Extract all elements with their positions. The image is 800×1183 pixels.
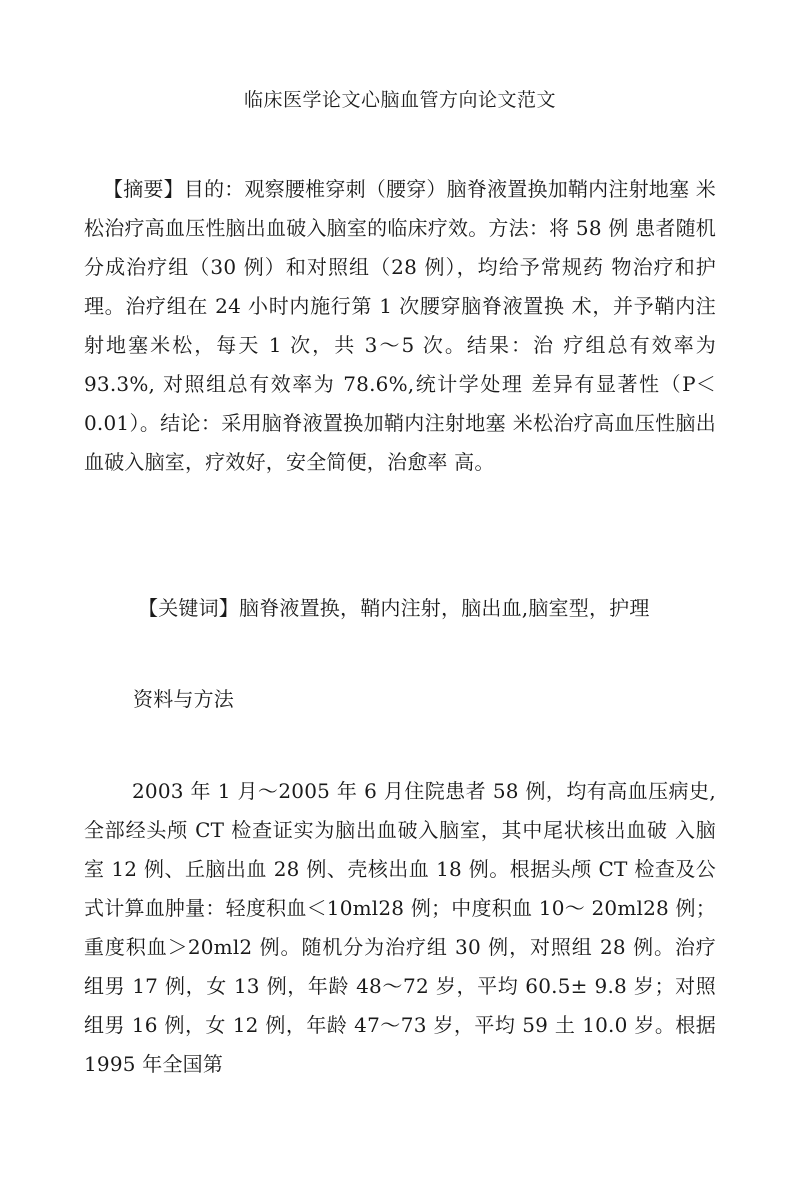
abstract-paragraph: 【摘要】目的：观察腰椎穿刺（腰穿）脑脊液置换加鞘内注射地塞 米松治疗高血压性脑出血破入脑室的临床疗效。方法：将 58 例 患者随机分成治疗组（30 例）和对照组（28 例），均给予常规药 物治疗和护理。治疗组在 24 小时内施行第 1 次腰穿脑脊液置换 术，并予鞘内注射地塞米松，每天 1 次，共 3～5 次。结果：治 疗组总有效率为 93.3%, 对照组总有效率为 78.6%,统计学处理 差异有显著性（P＜0.01）。结论：采用脑脊液置换加鞘内注射地塞 米松治疗高血压性脑出血破入脑室，疗效好，安全简便，治愈率 高。 (84, 177, 716, 474)
section-heading: 资料与方法 (133, 687, 234, 711)
document-title: 临床医学论文心脑血管方向论文范文 (243, 89, 556, 111)
keywords-line: 【关键词】脑脊液置换，鞘内注射，脑出血,脑室型，护理 (138, 596, 650, 620)
body-paragraph: 2003 年 1 月～2005 年 6 月住院患者 58 例，均有高血压病史, 全部经头颅 CT 检查证实为脑出血破入脑室，其中尾状核出血破 入脑室 12 例、丘脑出血 28 例、壳核出血 18 例。根据头颅 CT 检查及公式计算血肿量：轻度积血＜10ml28 例；中度积血 10～ 20ml28 例；重度积血＞20ml2 例。随机分为治疗组 30 例，对照组 28 例。治疗组男 17 例，女 13 例，年龄 48～72 岁，平均 60.5± 9.8 岁；对照组男 16 例，女 12 例，年龄 47～73 岁，平均 59 土 10.0 岁。根据 1995 年全国第 (84, 779, 716, 1076)
